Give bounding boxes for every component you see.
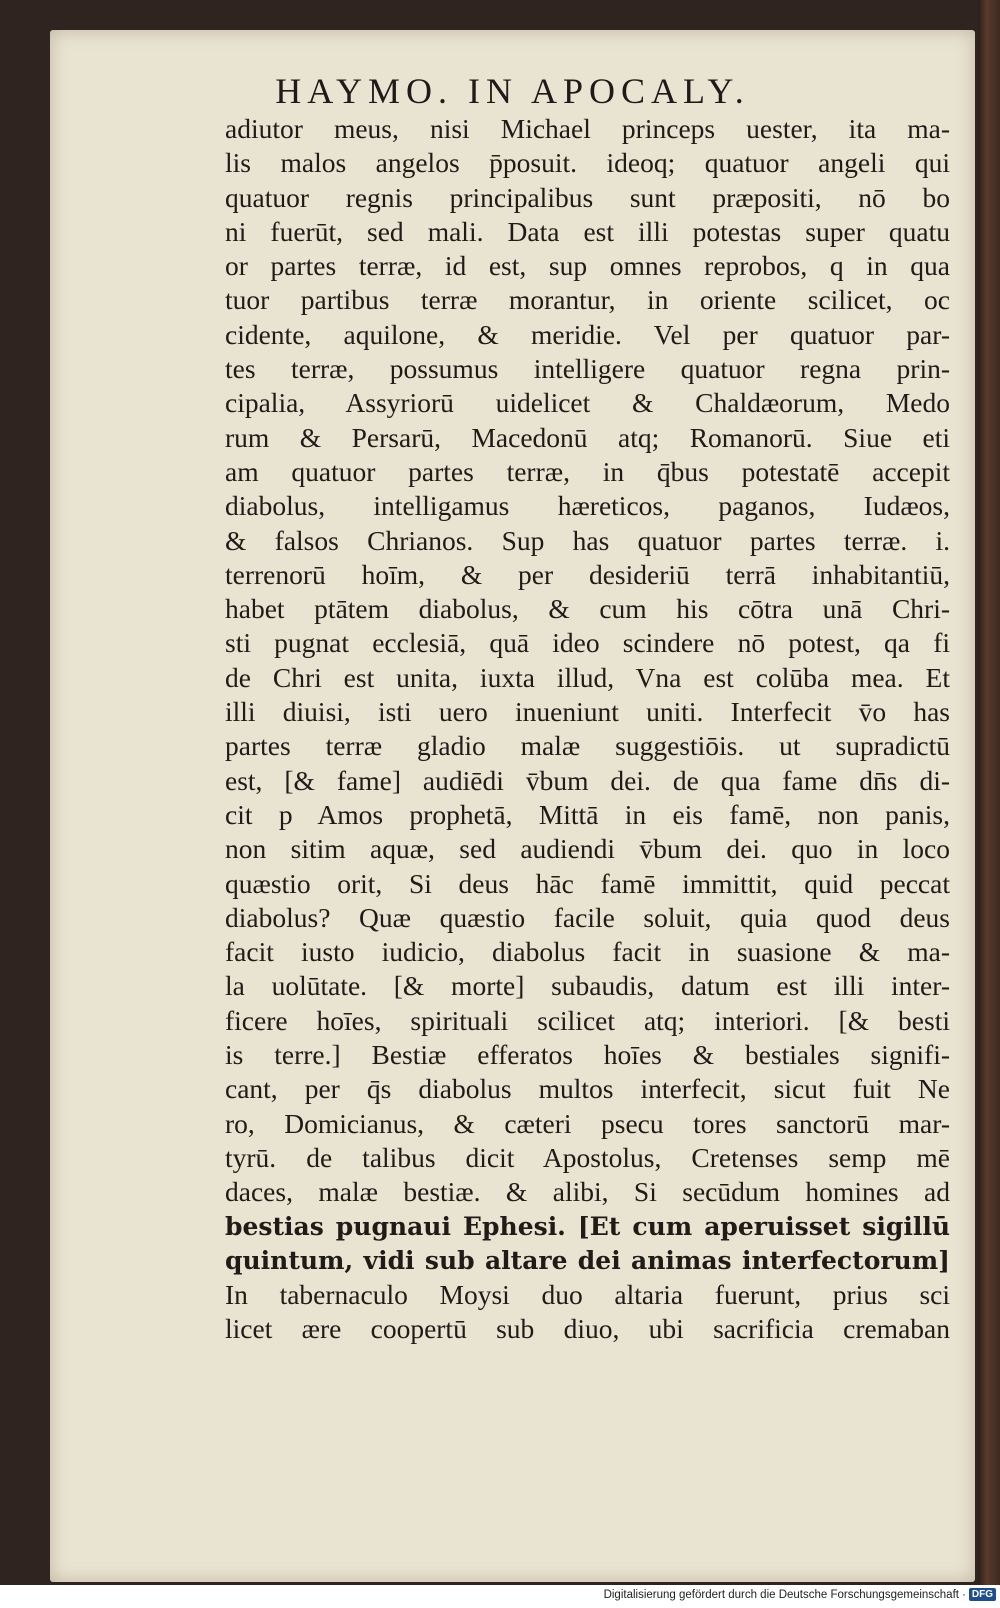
text-line: cidente, aquilone, & meridie. Vel per quatuor par-	[225, 318, 950, 350]
book-edge	[978, 0, 1000, 1585]
text-line: cit p Amos prophetā, Mittā in eis famē, non panis,	[225, 798, 950, 830]
text-line: habet ptātem diabolus, & cum his cōtra unā Chri-	[225, 593, 950, 625]
text-line: diabolus? Quæ quæstio facile soluit, quia quod deus	[225, 901, 950, 933]
text-line: cipalia, Assyriorū uidelicet & Chaldæorum, Medo	[225, 387, 950, 419]
text-line: diabolus, intelligamus hæreticos, paganos, Iudæos,	[225, 490, 950, 522]
text-line: cant, per q̄s diabolus multos interfecit, sicut fuit Ne	[225, 1073, 950, 1105]
text-line: is terre.] Bestiæ efferatos hoīes & bestiales signifi-	[225, 1039, 950, 1071]
text-line: ro, Domicianus, & cæteri psecu tores sanctorū mar-	[225, 1107, 950, 1139]
book-page	[50, 30, 975, 1582]
text-line: ficere hoīes, spirituali scilicet atq; interiori. [& besti	[225, 1004, 950, 1036]
text-line: lis malos angelos p̄posuit. ideoq; quatuor angeli qui	[225, 147, 950, 179]
text-line: ni fuerūt, sed mali. Data est illi potestas super quatu	[225, 215, 950, 247]
text-line: am quatuor partes terræ, in q̄bus potestatē accepit	[225, 455, 950, 487]
text-line: or partes terræ, id est, sup omnes reprobos, q in qua	[225, 250, 950, 282]
text-line: adiutor meus, nisi Michael princeps uester, ita ma-	[225, 113, 950, 144]
running-head: HAYMO. IN APOCALY.	[275, 71, 750, 111]
text-line: tes terræ, possumus intelligere quatuor regna prin-	[225, 353, 950, 385]
text-line: rum & Persarū, Macedonū atq; Romanorū. Siue eti	[225, 421, 950, 453]
text-line: tyrū. de talibus dicit Apostolus, Cretenses semp mē	[225, 1141, 950, 1173]
text-line: quæstio orit, Si deus hāc famē immittit, quid peccat	[225, 867, 950, 899]
text-line: non sitim aquæ, sed audiendi v̄bum dei. quo in loco	[225, 833, 950, 865]
text-line: & falsos Chrianos. Sup has quatuor partes terræ. i.	[225, 524, 950, 556]
text-line: In tabernaculo Moysi duo altaria fuerunt, prius sci	[225, 1279, 950, 1311]
text-line: facit iusto iudicio, diabolus facit in suasione & ma-	[225, 936, 950, 968]
text-line: illi diuisi, isti uero inueniunt uniti. Interfecit v̄o has	[225, 696, 950, 728]
text-line: partes terræ gladio malæ suggestiōis. ut supradictū	[225, 730, 950, 762]
text-line: terrenorū hoīm, & per desideriū terrā inhabitantiū,	[225, 558, 950, 590]
text-line: est, [& fame] audiēdi v̄bum dei. de qua fame dn̄s di-	[225, 764, 950, 796]
footer-bar	[0, 1585, 1000, 1608]
text-line: bestias pugnaui Ephesi. [Et cum aperuisset sigillū	[225, 1211, 950, 1241]
funding-credit: Digitalisierung gefördert durch die Deutsche Forschungsgemeinschaft ·	[603, 1589, 966, 1601]
text-line: la uolūtate. [& morte] subaudis, datum est illi inter-	[225, 970, 950, 1002]
text-block	[225, 112, 950, 1347]
text-line: licet ære coopertū sub diuo, ubi sacrificia cremaban	[225, 1313, 950, 1345]
text-line: tuor partibus terræ morantur, in oriente scilicet, oc	[225, 284, 950, 316]
text-line: daces, malæ bestiæ. & alibi, Si secūdum homines ad	[225, 1176, 950, 1208]
text-line: sti pugnat ecclesiā, quā ideo scindere nō potest, qa fi	[225, 627, 950, 659]
text-line: quatuor regnis principalibus sunt præpositi, nō bo	[225, 181, 950, 213]
dfg-logo: DFG	[969, 1588, 996, 1601]
text-line: quintum, vidi sub altare dei animas interfectorum]	[225, 1245, 950, 1275]
text-line: de Chri est unita, iuxta illud, Vna est colūba mea. Et	[225, 661, 950, 693]
